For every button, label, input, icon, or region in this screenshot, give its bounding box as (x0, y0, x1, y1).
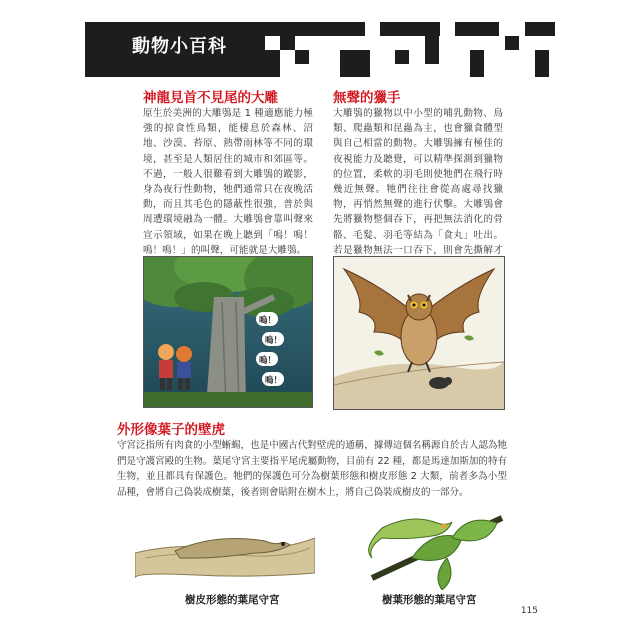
pixel-block (505, 36, 519, 50)
owl-sound-1: 嗚！ (259, 316, 277, 326)
pixel-block (340, 50, 370, 77)
owl-tree-illustration (143, 256, 313, 408)
pixel-block (535, 50, 549, 77)
section1-body: 原生於美洲的大雕鴞是 1 種適應能力極強的掠食性鳥類，能棲息於森林、沼地、沙漠、苔原、熱帶雨林等不同的環境，甚至是人類居住的城市和郊區等。不過，一般人很難看到大雕鴞的蹤影，身為夜行性動物，牠們通常只在夜晚活動，而且其毛色的隱蔽性很強，普於與周遭環境融為一體。大雕鴞會靠叫聲來宣示領域，如果在晚上聽到「鳴！鳴！鳴！鳴！」的叫聲，可能就是大雕鴞。 (143, 108, 313, 256)
pixel-block (235, 50, 280, 77)
pixel-block (235, 36, 265, 50)
section2-title: 無聲的獵手 (333, 90, 401, 106)
pixel-block (325, 22, 365, 36)
pixel-block (235, 22, 325, 36)
pixel-block (525, 22, 555, 36)
pixel-block (455, 22, 499, 36)
owl-sound-3: 嗚！ (259, 356, 277, 366)
page-number: 115 (520, 606, 538, 616)
section3-body: 守宮泛指所有肉食的小型蜥蜴，也是中國古代對壁虎的通稱，據傳這個名稱源自於古人認為牠們是守護宮殿的生物。葉尾守宮主要指平尾虎屬動物，目前有 22 種，都是馬達加斯加的特有生物，並且都具有保護色。牠們的保護色可分為樹葉形態和樹皮形態 2 大類，前者多為小型品種，會將自己偽裝成樹葉，後者則會貼附在樹木上，將自己偽裝成樹皮的一部分。 (117, 440, 507, 498)
pixel-block (395, 50, 409, 64)
section3-title: 外形像葉子的壁虎 (117, 422, 225, 438)
pixel-block (425, 36, 439, 64)
pixel-block (295, 50, 309, 64)
caption-bark-gecko: 樹皮形態的葉尾守宮 (185, 594, 280, 606)
owl-sound-2: 嗚！ (265, 336, 283, 346)
bark-gecko-illustration (135, 503, 315, 588)
pixel-block (380, 22, 440, 36)
pixel-block (470, 50, 484, 77)
owl-sound-4: 嗚！ (265, 376, 283, 386)
caption-leaf-gecko: 樹葉形態的葉尾守宮 (382, 594, 477, 606)
header-title: 動物小百科 (132, 36, 227, 57)
leaf-gecko-illustration (352, 498, 512, 590)
flying-owl-illustration (333, 256, 505, 410)
section1-title: 神龍見首不見尾的大雕 (143, 90, 278, 106)
pixel-block (280, 36, 295, 50)
section2-body: 大雕鴞的獵物以中小型的哺乳動物、鳥類、爬蟲類和昆蟲為主，也會獵食體型與自己相當的動物。大雕鴞擁有極佳的夜視能力及聽覺，可以精準探測到獵物的位置，柔軟的羽毛則使牠們在飛行時幾近無聲。牠們往往會從高處尋找獵物，再悄然無聲的進行伏擊。大雕鴞會先將獵物整個吞下，再把無法消化的骨骼、毛髮、羽毛等結為「食丸」吐出。若是獵物無法一口吞下，則會先撕解才 (333, 108, 503, 256)
